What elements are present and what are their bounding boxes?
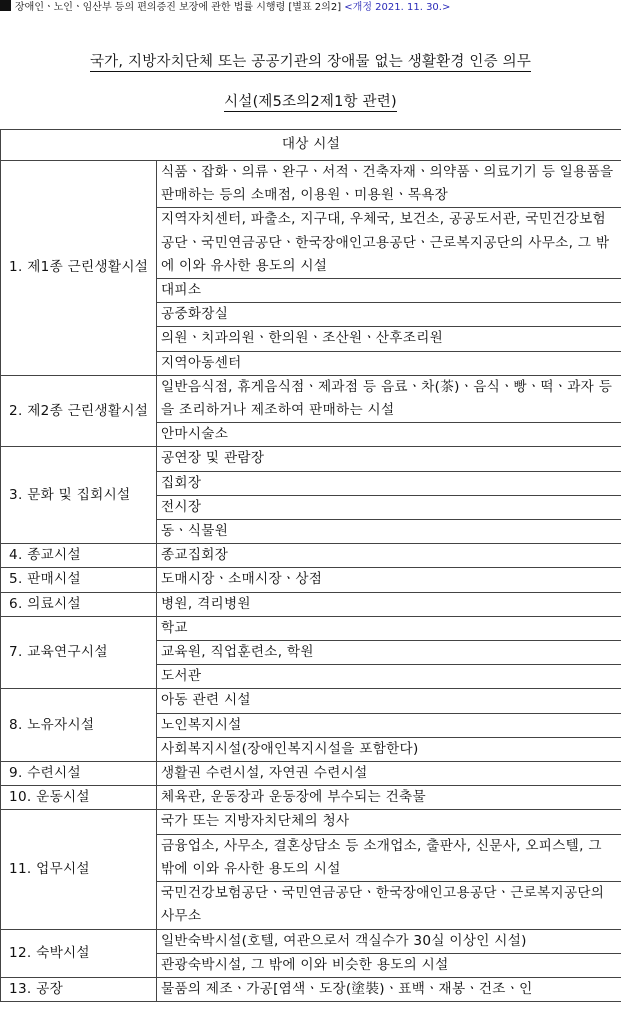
facility-item: 교육원, 직업훈련소, 학원: [157, 641, 621, 665]
document-title-line2: 시설(제5조의2제1항 관련): [224, 94, 397, 110]
facility-category: 10. 운동시설: [1, 786, 157, 810]
facility-category: 9. 수련시설: [1, 762, 157, 786]
square-bullet-icon: [0, 0, 11, 11]
facility-category: 4. 종교시설: [1, 544, 157, 568]
facility-item: 지역아동센터: [157, 351, 621, 375]
table-row: [1, 762, 621, 786]
facility-item: 일반음식점, 휴게음식점ㆍ제과점 등 음료ㆍ차(茶)ㆍ음식ㆍ빵ㆍ떡ㆍ과자 등을 조리하거나 제조하여 판매하는 시설: [157, 375, 621, 422]
facility-category: 11. 업무시설: [1, 810, 157, 929]
facility-category: 3. 문화 및 집회시설: [1, 447, 157, 544]
facility-category: 7. 교육연구시설: [1, 616, 157, 689]
facility-item: 식품ㆍ잡화ㆍ의류ㆍ완구ㆍ서적ㆍ건축자재ㆍ의약품ㆍ의료기기 등 일용품을 판매하는 등의 소매점, 이용원ㆍ미용원ㆍ목욕장: [157, 161, 621, 208]
document-title-line1: 국가, 지방자치단체 또는 공공기관의 장애물 없는 생활환경 인증 의무: [89, 54, 532, 70]
facility-item: 사회복지시설(장애인복지시설을 포함한다): [157, 737, 621, 761]
table-row: [1, 447, 621, 471]
facility-item: 도매시장ㆍ소매시장ㆍ상점: [157, 568, 621, 592]
table-row: [1, 977, 621, 1001]
table-header: 대상 시설: [1, 130, 621, 161]
facility-table: [0, 129, 621, 1002]
facility-item: 학교: [157, 616, 621, 640]
table-row: [1, 810, 621, 834]
facility-category: 1. 제1종 근린생활시설: [1, 161, 157, 376]
facility-item: 지역자치센터, 파출소, 지구대, 우체국, 보건소, 공공도서관, 국민건강보험공단ㆍ국민연금공단ㆍ한국장애인고용공단ㆍ근로복지공단의 사무소, 그 밖에 이와 유사한 용도의 시설: [157, 208, 621, 279]
facility-category: 2. 제2종 근린생활시설: [1, 375, 157, 447]
facility-item: 국민건강보험공단ㆍ국민연금공단ㆍ한국장애인고용공단ㆍ근로복지공단의 사무소: [157, 882, 621, 929]
facility-item: 도서관: [157, 665, 621, 689]
facility-category: 12. 숙박시설: [1, 929, 157, 977]
facility-category: 5. 판매시설: [1, 568, 157, 592]
facility-item: 일반숙박시설(호텔, 여관으로서 객실수가 30실 이상인 시설): [157, 929, 621, 953]
law-header: [0, 0, 621, 14]
table-row: [1, 592, 621, 616]
facility-item: 노인복지시설: [157, 713, 621, 737]
law-name: 장애인ㆍ노인ㆍ임산부 등의 편의증진 보장에 관한 법률 시행령 [별표 2의2]: [15, 2, 342, 13]
table-row: [1, 616, 621, 640]
facility-item: 금융업소, 사무소, 결혼상담소 등 소개업소, 출판사, 신문사, 오피스텔, 그 밖에 이와 유사한 용도의 시설: [157, 834, 621, 881]
facility-item: 공중화장실: [157, 303, 621, 327]
facility-category: 8. 노유자시설: [1, 689, 157, 762]
table-row: [1, 929, 621, 953]
table-row: [1, 375, 621, 422]
table-row: [1, 689, 621, 713]
facility-category: 6. 의료시설: [1, 592, 157, 616]
facility-item: 생활권 수련시설, 자연권 수련시설: [157, 762, 621, 786]
facility-item: 동ㆍ식물원: [157, 520, 621, 544]
facility-item: 체육관, 운동장과 운동장에 부수되는 건축물: [157, 786, 621, 810]
facility-item: 물품의 제조ㆍ가공[염색ㆍ도장(塗裝)ㆍ표백ㆍ재봉ㆍ건조ㆍ인: [157, 977, 621, 1001]
facility-item: 국가 또는 지방자치단체의 청사: [157, 810, 621, 834]
facility-category: 13. 공장: [1, 977, 157, 1001]
table-row: [1, 544, 621, 568]
facility-item: 집회장: [157, 471, 621, 495]
table-row: [1, 786, 621, 810]
table-header-row: [1, 130, 621, 161]
facility-item: 종교집회장: [157, 544, 621, 568]
facility-item: 병원, 격리병원: [157, 592, 621, 616]
facility-item: 관광숙박시설, 그 밖에 이와 비슷한 용도의 시설: [157, 953, 621, 977]
revision-date: <개정 2021. 11. 30.>: [344, 2, 451, 13]
facility-item: 아동 관련 시설: [157, 689, 621, 713]
table-row: [1, 161, 621, 208]
facility-item: 공연장 및 관람장: [157, 447, 621, 471]
facility-item: 의원ㆍ치과의원ㆍ한의원ㆍ조산원ㆍ산후조리원: [157, 327, 621, 351]
table-row: [1, 568, 621, 592]
facility-item: 안마시술소: [157, 423, 621, 447]
facility-item: 대피소: [157, 279, 621, 303]
facility-item: 전시장: [157, 495, 621, 519]
